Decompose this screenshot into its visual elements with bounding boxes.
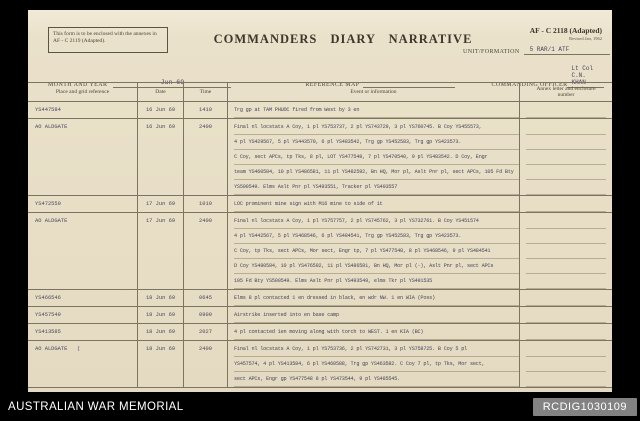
- event-cell: [228, 324, 520, 340]
- table-row: [28, 102, 612, 119]
- annex-line: [526, 357, 606, 372]
- form-revision-date: Revised Jan, 1962: [569, 36, 602, 41]
- reference-map-label: REFERENCE MAP: [305, 82, 360, 88]
- col-header-date: Date: [138, 83, 184, 101]
- form-number: [530, 26, 602, 41]
- col-header-annex: Annex letter and enclosure number: [536, 86, 596, 98]
- event-line: YS457574, 4 pl YS413584, 6 pl YS460588, Trg gp YS463582. C Coy 7 pl, tp Tks, Mor sect,: [234, 357, 519, 372]
- annex-cell: [520, 341, 612, 387]
- diary-table: [28, 82, 612, 388]
- place-cell: YS413585: [28, 324, 138, 340]
- time-cell: 2400: [184, 213, 228, 289]
- place-cell: AO ALDGATE: [28, 119, 138, 195]
- event-line: LOC prominent mine sign with M16 mine to side of it: [234, 197, 519, 212]
- time-cell: 0900: [184, 307, 228, 323]
- archive-reference-badge: RCDIG1030109: [533, 398, 637, 416]
- annex-line: [526, 214, 606, 229]
- date-cell: 18 Jun 69: [138, 324, 184, 340]
- event-line: 4 pl YS442567, 5 pl YS468546, 6 pl YS484541, Trg gp YS452583, Trg gp YS423573.: [234, 229, 519, 244]
- annex-line: [526, 103, 606, 118]
- annex-cell: [520, 196, 612, 212]
- annex-line: [526, 180, 606, 195]
- scanned-form: [28, 10, 612, 392]
- table-row: [28, 290, 612, 307]
- annex-cell: [520, 213, 612, 289]
- annex-line: [526, 372, 606, 387]
- annex-line: [526, 120, 606, 135]
- form-note-box: This form is to be enclosed with the annexes in AF - C 2119 (Adapted).: [48, 27, 168, 53]
- col-header-time: Time: [184, 83, 228, 101]
- event-cell: [228, 196, 520, 212]
- time-cell: 2400: [184, 341, 228, 387]
- place-cell: YS472550: [28, 196, 138, 212]
- annex-line: [526, 197, 606, 212]
- table-row: [28, 341, 612, 388]
- date-cell: 18 Jun 69: [138, 290, 184, 306]
- commanding-officer-label: COMMANDING OFFICER: [491, 82, 568, 88]
- col-header-place: Place and grid reference: [28, 83, 138, 101]
- place-cell: YS466546: [28, 290, 138, 306]
- place-cell: AO ALDGATE (: [28, 341, 138, 387]
- annex-line: [526, 308, 606, 323]
- annex-cell: [520, 290, 612, 306]
- event-cell: [228, 307, 520, 323]
- event-line: 105 Fd Bty YS500549. Elms Aslt Pnr pl YS493549, elms Tkr pl YS491535: [234, 274, 519, 289]
- unit-formation-label: UNIT/FORMATION: [463, 49, 520, 55]
- time-cell: 2400: [184, 119, 228, 195]
- diary-table-header: [28, 83, 612, 102]
- annex-line: [526, 135, 606, 150]
- event-line: D Coy YS480584, 10 pl YS476592, 11 pl YS486581, Bn HQ, Mor pl (-), Aslt Pnr pl, sect APCs: [234, 259, 519, 274]
- page-title: COMMANDERS DIARY NARRATIVE: [213, 32, 473, 46]
- month-year-value: Jun 69: [113, 79, 231, 88]
- institution-name: AUSTRALIAN WAR MEMORIAL: [8, 400, 184, 413]
- annex-line: [526, 274, 606, 289]
- annex-line: [526, 229, 606, 244]
- diary-table-body: [28, 102, 612, 388]
- event-cell: [228, 102, 520, 118]
- annex-line: [526, 291, 606, 306]
- col-header-event: Event or information: [228, 83, 520, 101]
- annex-cell: [520, 119, 612, 195]
- place-cell: YS457549: [28, 307, 138, 323]
- event-line: team YS460584, 10 pl YS486581, 11 pl YS482592, Bn HQ, Mor pl, Aslt Pnr pl, sect APCs, 105 Fd Bty: [234, 165, 519, 180]
- event-line: sect APCs, Engr gp YS477548 8 pl YS473544, 9 pl YS485545.: [234, 372, 519, 387]
- form-number-text: AF - C 2118 (Adapted): [529, 26, 602, 35]
- event-line: 4 pl contacted 1en moving along with torch to WEST. 1 en KIA (BC): [234, 325, 519, 340]
- event-cell: [228, 213, 520, 289]
- annex-line: [526, 244, 606, 259]
- date-cell: 16 Jun 69: [138, 119, 184, 195]
- time-cell: 1410: [184, 102, 228, 118]
- table-row: [28, 307, 612, 324]
- table-row: [28, 196, 612, 213]
- event-line: C Coy, tp Tks, sect APCs, Mor sect, Engr tp, 7 pl YS477548, 8 pl YS468546, 9 pl YS484541: [234, 244, 519, 259]
- event-line: Final nl locstats A Coy, 1 pl YS753736, 2 pl YS742731, 3 pl YS758725. B Coy 5 pl: [234, 342, 519, 357]
- event-line: Trg gp at TAM PHUOC fired from West by 3 en: [234, 103, 519, 118]
- place-cell: YS447584: [28, 102, 138, 118]
- event-line: 4 pl YS429567, 5 pl YS443570, 6 pl YS483542, Trg gp YS452583, Trg gp YS423573.: [234, 135, 519, 150]
- annex-line: [526, 342, 606, 357]
- time-cell: 0645: [184, 290, 228, 306]
- unit-formation-row: [463, 46, 610, 55]
- event-cell: [228, 119, 520, 195]
- time-cell: 2027: [184, 324, 228, 340]
- date-cell: 18 Jun 69: [138, 341, 184, 387]
- archive-bottom-bar: [0, 392, 640, 421]
- month-year-label: MONTH AND YEAR: [48, 82, 108, 88]
- table-row: [28, 119, 612, 196]
- event-line: Airstrike inserted into en base camp: [234, 308, 519, 323]
- date-cell: 18 Jun 69: [138, 307, 184, 323]
- event-line: Elms 8 pl contacted 1 en dressed in black, en wdr NW. 1 en WIA (Poss): [234, 291, 519, 306]
- event-line: C Coy, sect APCs, tp Tks, 8 pl, LOT YS477548, 7 pl YS470540, 9 pl YS483542. D Coy, Engr: [234, 150, 519, 165]
- event-cell: [228, 341, 520, 387]
- date-cell: 16 Jun 69: [138, 102, 184, 118]
- annex-cell: [520, 324, 612, 340]
- place-cell: AO ALDGATE: [28, 213, 138, 289]
- annex-line: [526, 165, 606, 180]
- event-line: Final nl locstats A Coy, 1 pl YS753737, 2 pl YS743729, 3 pl YS760745. B Coy YS455573,: [234, 120, 519, 135]
- event-cell: [228, 290, 520, 306]
- annex-line: [526, 150, 606, 165]
- table-row: [28, 213, 612, 290]
- date-cell: 17 Jun 69: [138, 213, 184, 289]
- commanding-officer-value: Lt Col C.N. KHAN: [567, 65, 604, 88]
- date-cell: 17 Jun 69: [138, 196, 184, 212]
- annex-cell: [520, 102, 612, 118]
- annex-cell: [520, 307, 612, 323]
- annex-line: [526, 325, 606, 340]
- event-line: YS500549. Elms Aslt Pnr pl YS493551, Tracker pl YS493557: [234, 180, 519, 195]
- time-cell: 1010: [184, 196, 228, 212]
- event-line: Final nl locstats A Coy, 1 pl YS757757, 2 pl YS745762, 3 pl YS732761. B Coy YS451574: [234, 214, 519, 229]
- annex-line: [526, 259, 606, 274]
- unit-formation-value: 5 RAR/1 ATF: [524, 46, 610, 55]
- table-row: [28, 324, 612, 341]
